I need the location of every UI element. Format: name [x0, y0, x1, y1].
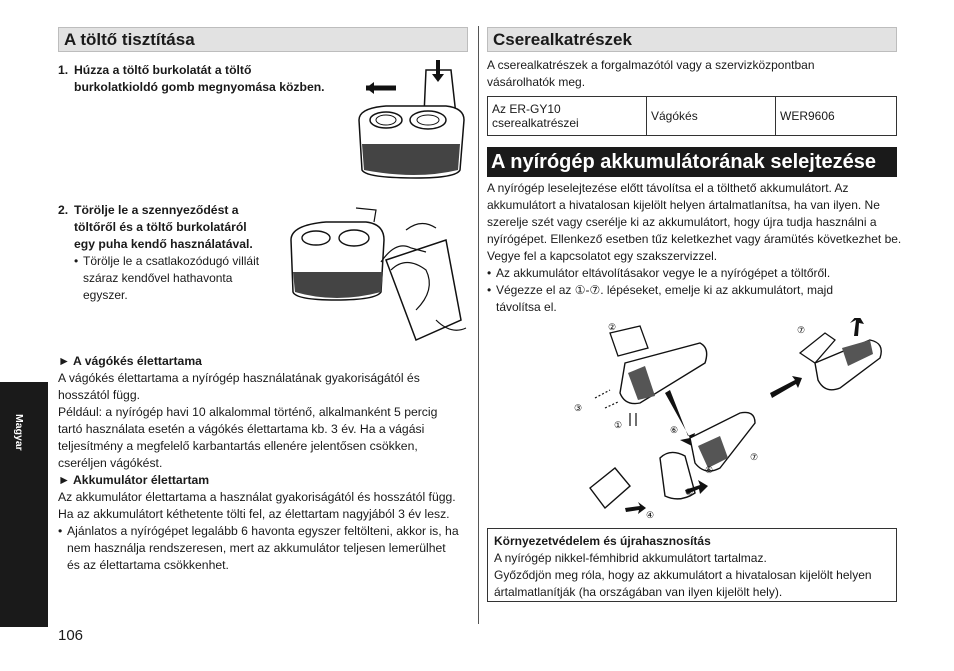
environment-box-title: Környezetvédelem és újrahasznosítás — [494, 534, 711, 548]
spare-parts-intro: A cserealkatrészek a forgalmazótól vagy a szervizközpontban vásárolhatók meg. — [487, 58, 815, 89]
callout-4: ④ — [646, 510, 655, 520]
callout-6b: ⑥ — [705, 465, 714, 475]
page-number: 106 — [58, 627, 84, 644]
removal-bullets — [487, 265, 902, 316]
battery-lifetime-heading: ► Akkumulátor élettartam — [58, 473, 210, 487]
table-cell: Vágókés — [647, 97, 776, 136]
section-heading-charger-cleaning: A töltő tisztítása — [58, 27, 468, 52]
battery-bullet: • Ajánlatos a nyírógépet legalább 6 havonta egyszer feltölteni, akkor is, ha nem használja rendszeresen, mert az akkumulátor teljesen lemerülhet és az élettartama csökkenhet. — [58, 523, 473, 574]
step-number: 2. — [58, 203, 69, 217]
table-row — [488, 97, 897, 136]
battery-removal-text: A nyírógép leselejtezése előtt távolítsa el a tölthető akkumulátort. Az akkumulátort a hivatalosan kijelölt helyen ártalmatlanítsa, ha van ilyen. Ne szerelje szét vagy cserélje ki az akkumulátort, hogy újra tudja használni a nyírógépet. Ellenkező esetben tűz keletkezhet vagy áramütés következhet be. Vegye fel a kapcsolatot egy szakszervizzel. • Az akkumulátor eltávolításakor vegye le a nyírógépet a töltőről. • Végezze el az ①-⑦. lépéseket, emelje ki az akkumulátort, majd távolítsa el. — [487, 180, 902, 316]
callout-3: ③ — [574, 403, 583, 413]
step-2: 2. Törölje le a szennyeződést a töltőről és a töltő burkolatáról egy puha kendő használatával. — [58, 203, 253, 251]
section-heading-spare-parts: Cserealkatrészek — [487, 27, 897, 52]
table-cell: WER9606 — [776, 97, 897, 136]
callout-1: ① — [614, 420, 623, 430]
list-item: • Végezze el az ①-⑦. lépéseket, emelje ki az akkumulátort, majd távolítsa el. — [487, 282, 902, 316]
table-cell: Az ER-GY10 cserealkatrészei — [488, 97, 647, 136]
list-item: • Az akkumulátor eltávolításakor vegye le a nyírógépet a töltőről. — [487, 265, 902, 282]
step-2-bullet: • Törölje le a csatlakozódugó villáit száraz kendővel hathavonta egyszer. — [74, 253, 259, 304]
callout-7: ⑦ — [750, 452, 759, 462]
spare-parts-table — [487, 96, 897, 136]
language-side-tab-label: Magyar — [13, 414, 25, 451]
callout-7b: ⑦ — [797, 325, 806, 335]
blade-lifetime-section: ► A vágókés élettartama A vágókés élettartama a nyírógép használatának gyakoriságától és hosszától függ. Például: a nyírógép havi 10 alkalommal történő, alkalmanként 5 percig tartó használata esetén a vágókés élettartama kb. 3 év. Ha a vágási teljesítmény a megfelelő karbantartás ellenére jelentősen csökken, cseréljen vágókést. ► Akkumulátor élettartam Az akkumulátor élettartama a használat gyakoriságától és hosszától függ. Ha az akkumulátort kéthetente tölti fel, az élettartam nagyjából 3 év lesz. • Ajánlatos a nyírógépet legalább 6 havonta egyszer feltölteni, akkor is, ha nem használja rendszeresen, mert az akkumulátor teljesen lemerülhet és az élettartama csökkenhet. — [58, 353, 473, 574]
column-divider — [478, 26, 479, 624]
callout-6a: ⑥ — [670, 425, 679, 435]
battery-disassembly-illustration — [570, 318, 900, 523]
charger-wiping-illustration — [286, 200, 471, 350]
step-1: 1. Húzza a töltő burkolatát a töltő burkolatkioldó gomb megnyomása közben. — [58, 63, 325, 94]
step-number: 1. — [58, 63, 69, 77]
blade-lifetime-heading: ► A vágókés élettartama — [58, 354, 202, 368]
callout-2: ② — [608, 322, 617, 332]
environment-recycling-box: Környezetvédelem és újrahasznosítás A nyírógép nikkel-fémhibrid akkumulátort tartalmaz. Győződjön meg róla, hogy az akkumulátort a hivatalosan kijelölt helyen ártalmatlanítják (ha országában van ilyen kijelölt hely). — [487, 528, 897, 602]
charger-open-illustration — [356, 60, 471, 180]
callout-5: ⑤ — [685, 487, 694, 497]
section-heading-battery-removal: A nyírógép akkumulátorának selejtezése — [487, 147, 897, 177]
